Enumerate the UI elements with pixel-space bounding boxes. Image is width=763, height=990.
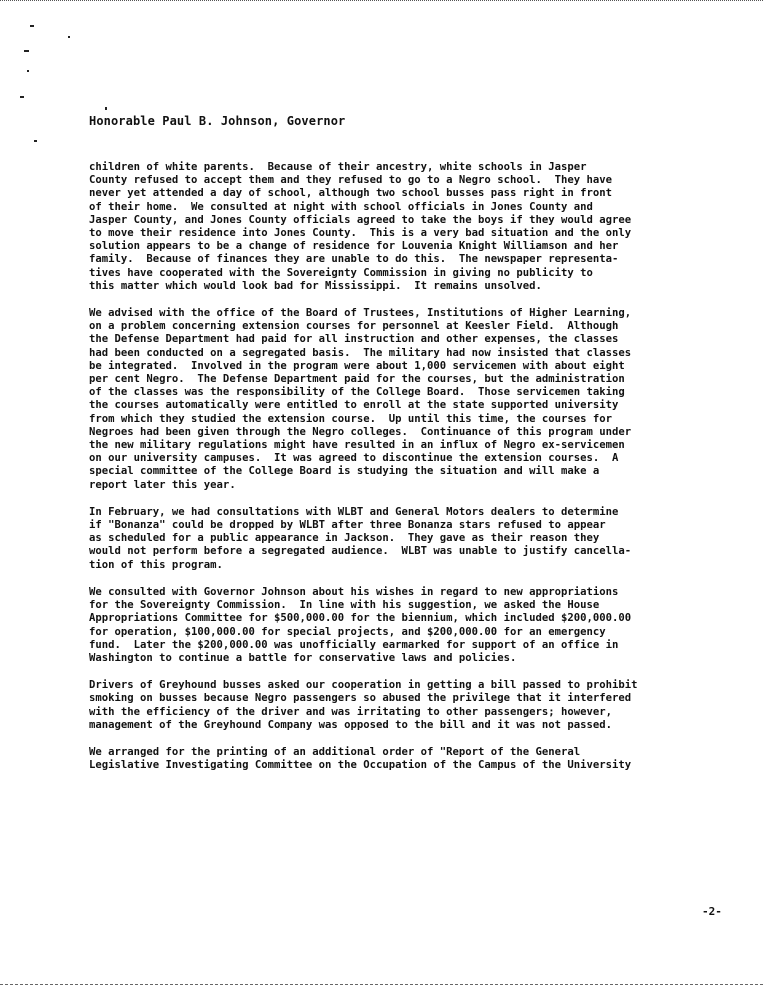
text-line: fund. Later the $200,000.00 was unofficially earmarked for support of an office in <box>89 638 619 651</box>
letter-salutation-header: Honorable Paul B. Johnson, Governor <box>89 114 346 128</box>
text-line: with the efficiency of the driver and was irritating to other passengers; however, <box>89 705 612 718</box>
text-line: on our university campuses. It was agreed to discontinue the extension courses. A <box>89 452 619 465</box>
text-line: never yet attended a day of school, although two school busses pass right in front <box>89 187 612 200</box>
page-number: -2- <box>702 905 722 918</box>
paragraph-jasper-county-schools <box>89 161 734 293</box>
text-line: solution appears to be a change of residence for Louvenia Knight Williamson and her <box>89 240 619 253</box>
paragraph-bonanza-wlbt <box>89 506 734 572</box>
text-line: In February, we had consultations with WLBT and General Motors dealers to determine <box>89 505 619 518</box>
text-line: Washington to continue a battle for conservative laws and policies. <box>89 651 517 664</box>
text-line: the courses automatically were entitled to enroll at the state supported university <box>89 399 619 412</box>
text-line: children of white parents. Because of their ancestry, white schools in Jasper <box>89 161 587 173</box>
text-line: Jasper County, and Jones County officials agreed to take the boys if they would agree <box>89 213 632 226</box>
paragraph-appropriations <box>89 586 734 665</box>
text-line: to move their residence into Jones County. This is a very bad situation and the only <box>89 227 632 240</box>
text-line: tives have cooperated with the Sovereignty Commission in giving no publicity to <box>89 266 593 279</box>
text-line: for the Sovereignty Commission. In line with his suggestion, we asked the House <box>89 599 600 612</box>
text-line: tion of this program. <box>89 558 223 571</box>
top-scan-edge <box>0 0 763 1</box>
scan-speck <box>68 36 70 38</box>
scan-speck <box>34 140 37 142</box>
text-line: the new military regulations might have resulted in an influx of Negro ex-servicemen <box>89 439 625 452</box>
paragraph-keesler-extension-courses <box>89 307 734 492</box>
text-line: this matter which would look bad for Mississippi. It remains unsolved. <box>89 279 542 292</box>
letter-body <box>89 161 734 786</box>
bottom-scan-edge <box>0 984 763 985</box>
scan-speck <box>30 25 34 27</box>
scan-speck <box>24 50 29 52</box>
text-line: of the classes was the responsibility of the College Board. Those servicemen taking <box>89 386 625 399</box>
scan-speck <box>105 107 107 110</box>
text-line: Appropriations Committee for $500,000.00 for the biennium, which included $200,000.00 <box>89 612 632 625</box>
text-line: had been conducted on a segregated basis. The military had now insisted that classes <box>89 346 632 359</box>
paragraph-report-printing <box>89 746 734 772</box>
text-line: family. Because of finances they are unable to do this. The newspaper representa- <box>89 253 619 266</box>
text-line: Drivers of Greyhound busses asked our cooperation in getting a bill passed to prohibit <box>89 679 638 692</box>
text-line: We consulted with Governor Johnson about his wishes in regard to new appropriations <box>89 585 619 598</box>
text-line: of their home. We consulted at night with school officials in Jones County and <box>89 200 593 213</box>
text-line: if "Bonanza" could be dropped by WLBT after three Bonanza stars refused to appear <box>89 519 606 532</box>
text-line: We advised with the office of the Board of Trustees, Institutions of Higher Learning, <box>89 307 632 320</box>
text-line: the Defense Department had paid for all instruction and other expenses, the classes <box>89 333 619 346</box>
text-line: We arranged for the printing of an additional order of "Report of the General <box>89 745 581 758</box>
text-line: on a problem concerning extension courses for personnel at Keesler Field. Although <box>89 320 619 333</box>
scan-speck <box>27 70 29 72</box>
text-line: Negroes had been given through the Negro colleges. Continuance of this program under <box>89 425 632 438</box>
scan-speck <box>20 96 24 98</box>
text-line: County refused to accept them and they refused to go to a Negro school. They have <box>89 174 612 187</box>
text-line: special committee of the College Board is studying the situation and will make a <box>89 465 600 478</box>
text-line: be integrated. Involved in the program were about 1,000 servicemen with about eight <box>89 359 625 372</box>
text-line: report later this year. <box>89 478 236 491</box>
text-line: for operation, $100,000.00 for special projects, and $200,000.00 for an emergency <box>89 625 606 638</box>
text-line: smoking on busses because Negro passengers so abused the privilege that it interfered <box>89 692 632 705</box>
paragraph-greyhound-busses <box>89 679 734 732</box>
text-line: as scheduled for a public appearance in Jackson. They gave as their reason they <box>89 532 600 545</box>
text-line: management of the Greyhound Company was opposed to the bill and it was not passed. <box>89 718 612 731</box>
text-line: per cent Negro. The Defense Department paid for the courses, but the administration <box>89 373 625 386</box>
text-line: from which they studied the extension course. Up until this time, the courses for <box>89 412 612 425</box>
text-line: Legislative Investigating Committee on the Occupation of the Campus of the University <box>89 759 632 772</box>
text-line: would not perform before a segregated audience. WLBT was unable to justify cancella- <box>89 545 632 558</box>
